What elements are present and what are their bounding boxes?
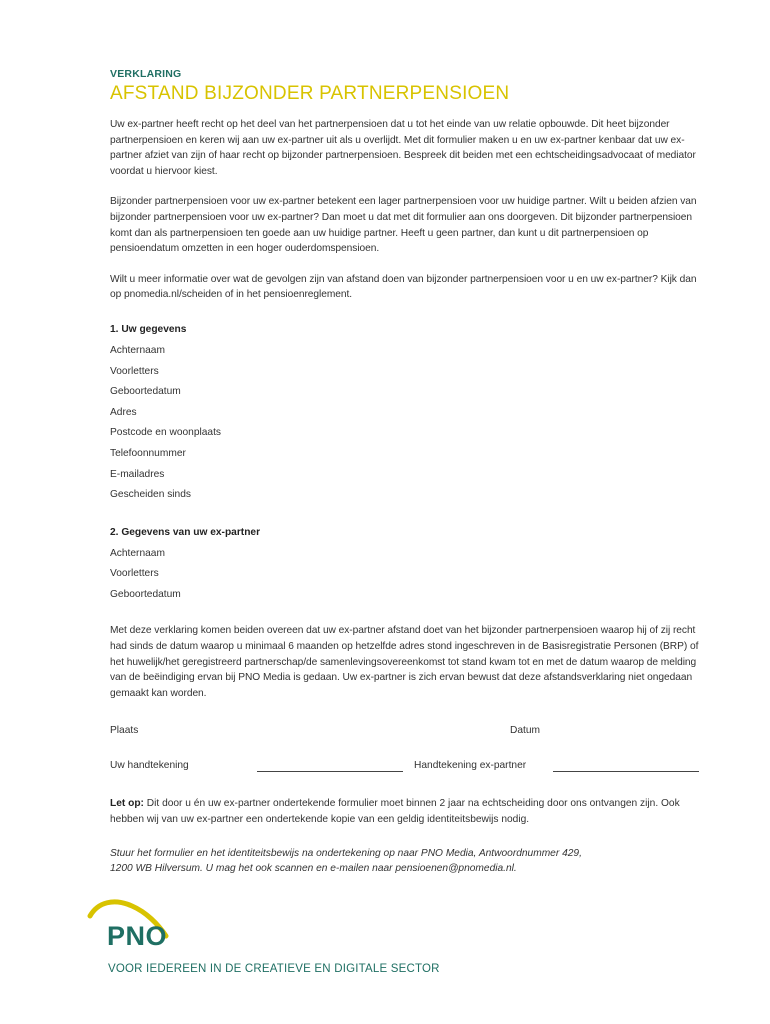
ex-field-label-initials[interactable]: Voorletters [110, 568, 159, 580]
field-label-surname[interactable]: Achternaam [110, 344, 165, 356]
document-kicker: VERKLARING [110, 68, 182, 80]
form-content [110, 68, 700, 877]
signature-row [110, 760, 700, 774]
ex-field-label-surname[interactable]: Achternaam [110, 547, 165, 559]
field-label-birthdate[interactable]: Geboortedatum [110, 386, 181, 398]
field-label-address[interactable]: Adres [110, 406, 137, 418]
ex-signature-label: Handtekening ex-partner [414, 760, 527, 772]
intro-paragraph-1: Uw ex-partner heeft recht op het deel van het partnerpensioen dat u tot het einde van uw relatie opbouwde. Dit heet bijzonder partnerpensioen en keren wij aan uw ex-partner uit als u overlijdt. Met dit formulier maken u en uw ex-partner kenbaar dat uw ex-partner afziet van zijn of haar recht op bijzonder partnerpensioen. Bespreek dit beiden met een echtscheidingsadvocaat of mediator voordat u hiervoor kiest. [110, 119, 696, 177]
your-signature-line[interactable] [257, 771, 403, 772]
attention-text: Dit door u én uw ex-partner ondertekende formulier moet binnen 2 jaar na echtscheiding door ons ontvangen zijn. Ook hebben wij van uw ex-partner een ondertekende kopie van een geldig identiteitsbewijs nodig. [110, 798, 680, 826]
field-label-phone[interactable]: Telefoonnummer [110, 447, 186, 459]
field-label-postcode-city[interactable]: Postcode en woonplaats [110, 427, 222, 439]
field-label-divorced-since[interactable]: Gescheiden sinds [110, 489, 191, 501]
ex-signature-line[interactable] [553, 771, 699, 772]
send-instructions-line-1: Stuur het formulier en het identiteitsbewijs na ondertekening op naar PNO Media, Antwoordnummer 429, [110, 847, 582, 859]
place-date-row [110, 725, 700, 739]
section-2-title: 2. Gegevens van uw ex-partner [110, 526, 261, 538]
your-signature-label: Uw handtekening [110, 760, 189, 772]
pno-logo-text: PNO [107, 921, 168, 951]
section-1-title: 1. Uw gegevens [110, 323, 187, 335]
field-label-initials[interactable]: Voorletters [110, 365, 159, 377]
logo-tagline: VOOR IEDEREEN IN DE CREATIEVE EN DIGITALE SECTOR [108, 963, 440, 975]
send-instructions-line-2: 1200 WB Hilversum. U mag het ook scannen en e-mailen naar pensioenen@pnomedia.nl. [110, 863, 517, 875]
attention-label: Let op: [110, 798, 144, 810]
ex-field-label-birthdate[interactable]: Geboortedatum [110, 588, 181, 600]
send-instructions [110, 846, 700, 877]
attention-note [110, 796, 700, 827]
date-field[interactable]: Datum [510, 725, 541, 737]
place-field[interactable]: Plaats [110, 725, 139, 737]
intro-paragraph-3: Wilt u meer informatie over wat de gevolgen zijn van afstand doen van bijzonder partnerpensioen voor u en uw ex-partner? Kijk dan op pnomedia.nl/scheiden of in het pensioenreglement. [110, 273, 697, 301]
intro-paragraph-2: Bijzonder partnerpensioen voor uw ex-partner betekent een lager partnerpensioen voor uw huidige partner. Wilt u beiden afzien van bijzonder partnerpensioen voor uw ex-partner? Dan moet u dat met dit formulier aan ons doorgeven. Dit bijzonder partnerpensioen komt dan als partnerpensioen ten goede aan uw huidige partner. Heeft u geen partner, dan kunt u dit partnerpensioen op pensioendatum omzetten in een hoger ouderdomspensioen. [110, 196, 697, 255]
field-label-email[interactable]: E-mailadres [110, 468, 165, 480]
page-title: AFSTAND BIJZONDER PARTNERPENSIOEN [110, 83, 510, 104]
declaration-paragraph: Met deze verklaring komen beiden overeen dat uw ex-partner afstand doet van het bijzonder partnerpensioen waarop hij of zij recht had sinds de datum waarop u minimaal 6 maanden op hetzelfde adres stond ingeschreven in de Basisregistratie Personen (BRP) of het huwelijk/het geregistreerd partnerschap/de samenlevingsovereenkomst tot stand kwam tot en met de datum waarop de melding van de beëindiging ervan bij PNO Media is gedaan. Uw ex-partner is zich ervan bewust dat deze afstandsverklaring niet ongedaan gemaakt kan worden. [110, 625, 699, 699]
